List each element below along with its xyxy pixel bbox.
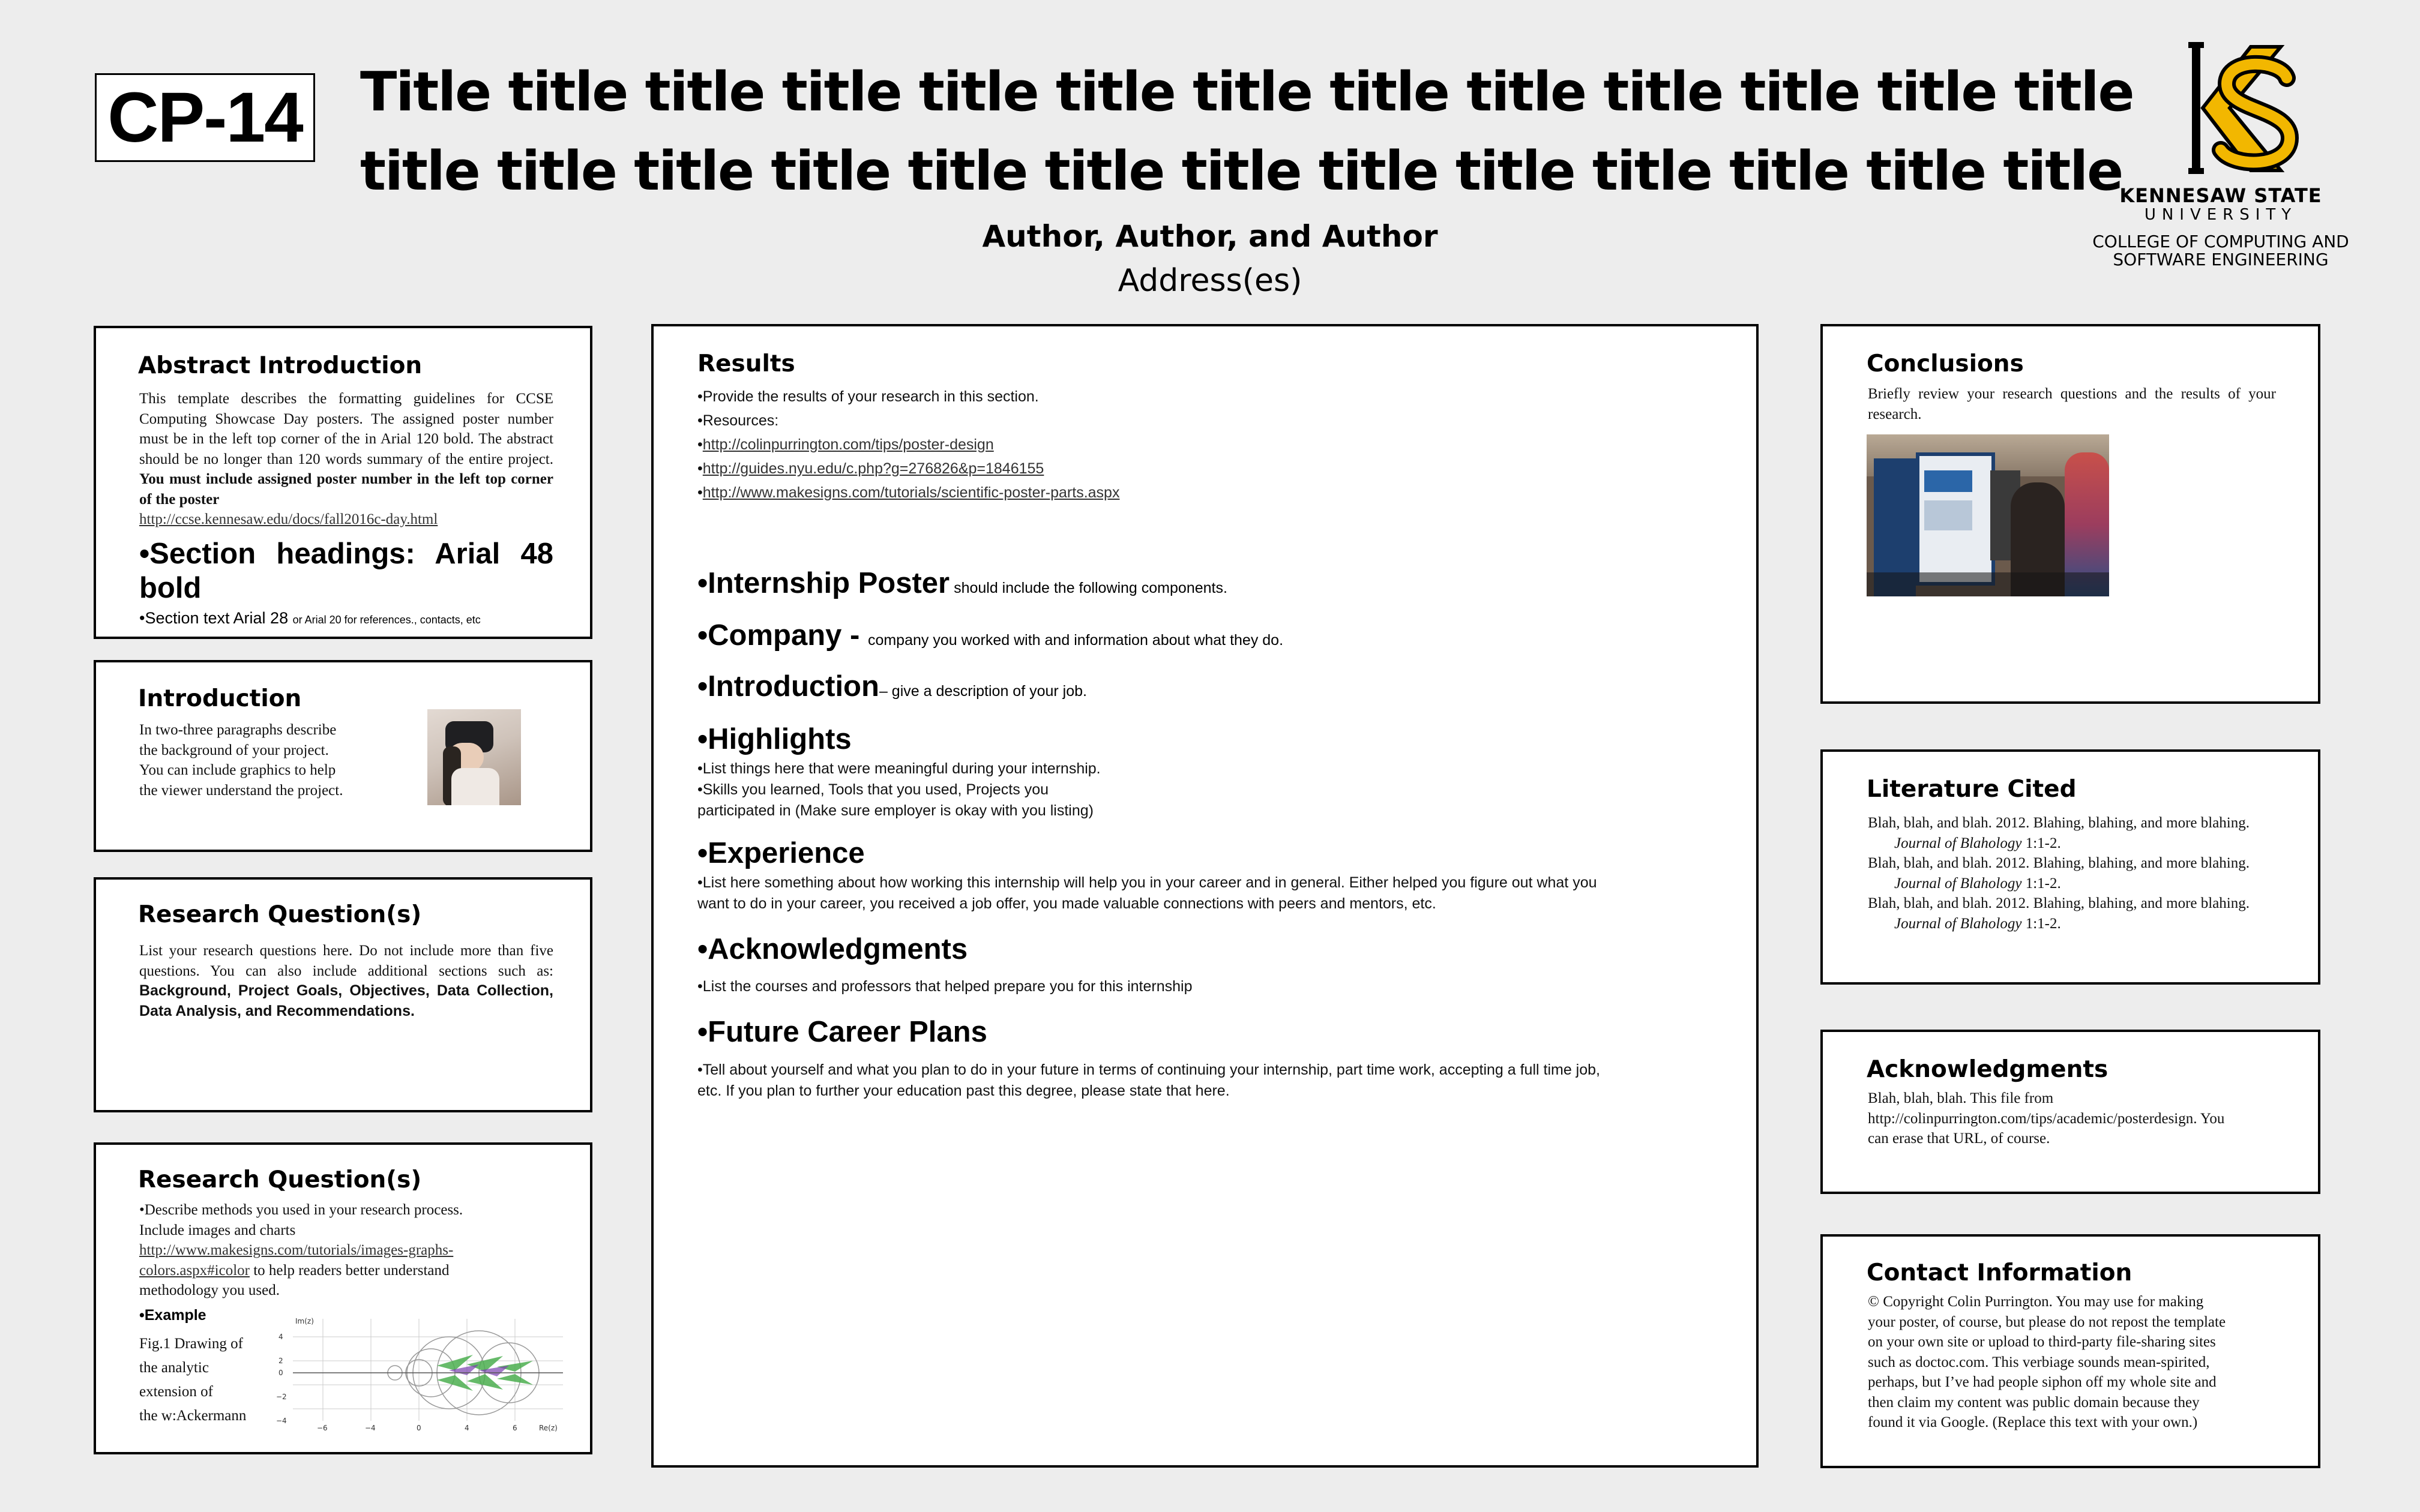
highlights-line: participated in (Make sure employer is okay with you listing)	[697, 802, 1094, 819]
acknowledgments-line: Blah, blah, blah. This file from	[1868, 1090, 2054, 1106]
figure-y-label: Im(z)	[295, 1317, 314, 1325]
contact-line: © Copyright Colin Purrington. You may use for making	[1868, 1294, 2204, 1310]
section-headings-note: •Section headings: Arial 48 bold	[139, 538, 553, 604]
introduction-line: You can include graphics to help	[139, 762, 336, 778]
abstract-panel	[94, 326, 592, 639]
vr-headset-photo	[427, 709, 521, 805]
conclusions-panel	[1820, 324, 2320, 704]
university-subline: UNIVERSITY	[2144, 206, 2298, 224]
future-career-text	[697, 1060, 1742, 1102]
highlights-text	[697, 758, 1718, 821]
research-question-body: List your research questions here. Do not include more than five questions. You can also include additional sections such as:	[139, 943, 553, 979]
resource-link-1[interactable]: http://colinpurrington.com/tips/poster-design	[702, 436, 994, 453]
figure-x-tick: 6	[513, 1424, 517, 1432]
makesigns-link-cont[interactable]: colors.aspx#icolor	[139, 1262, 250, 1279]
contact-line: such as doctoc.com. This verbiage sounds mean-spirited,	[1868, 1354, 2210, 1370]
future-career-line: •Tell about yourself and what you plan to do in your future in terms of continuing your internship, part time work, accepting a full time job,	[697, 1061, 1600, 1078]
research-question-text	[139, 941, 553, 1021]
experience-heading: •Experience	[697, 837, 865, 869]
authors: Author, Author, and Author	[982, 219, 1438, 254]
highlights-line: •List things here that were meaningful during your internship.	[697, 760, 1101, 777]
poster-number: CP-14	[107, 78, 302, 157]
caption-line: extension of	[139, 1384, 213, 1400]
highlights-line: •Skills you learned, Tools that you used, Projects you	[697, 781, 1049, 798]
introduction-item-heading: •Introduction– give a description of your job.	[697, 670, 1087, 703]
section-text-note	[139, 609, 481, 628]
experience-line: want to do in your career, you received a job offer, you made valuable connections with peers and mentors, etc.	[697, 895, 1436, 912]
figure-x-tick: 4	[465, 1424, 469, 1432]
future-career-heading: •Future Career Plans	[697, 1016, 987, 1048]
conclusions-heading: Conclusions	[1867, 350, 2024, 377]
abstract-link[interactable]: http://ccse.kennesaw.edu/docs/fall2016c-day.html	[139, 511, 438, 527]
internship-heading: •Internship Poster should include the following components.	[697, 567, 1227, 599]
research-question-2-last-line: methodology you used.	[139, 1282, 280, 1298]
future-career-line: etc. If you plan to further your education past this degree, please state that here.	[697, 1082, 1230, 1099]
experience-line: •List here something about how working this internship will help you in your career and in general. Either helped you figure out what you	[697, 874, 1597, 891]
results-line: •Provide the results of your research in this section.	[697, 388, 1039, 405]
showcase-photo	[1867, 434, 2109, 596]
contact-panel	[1820, 1234, 2320, 1468]
figure-y-tick: 4	[278, 1333, 283, 1341]
research-question-2-text	[139, 1200, 559, 1301]
introduction-item-text: – give a description of your job.	[879, 683, 1087, 700]
conclusions-text: Briefly review your research questions and the results of your research.	[1868, 386, 2276, 422]
experience-text	[697, 872, 1742, 914]
literature-references	[1868, 813, 2288, 934]
acknowledgments-item-text: •List the courses and professors that helped prepare you for this internship	[697, 978, 1193, 995]
introduction-panel	[94, 660, 592, 852]
figure-x-label: Re(z)	[539, 1424, 558, 1432]
section-text-note-main: •Section text Arial 28	[139, 609, 289, 627]
caption-line: Fig.1 Drawing of	[139, 1336, 243, 1352]
makesigns-link[interactable]: http://www.makesigns.com/tutorials/images-graphs-	[139, 1242, 454, 1258]
research-question-2-line: •Describe methods you used in your research process.	[139, 1202, 463, 1218]
introduction-line: the viewer understand the project.	[139, 782, 343, 799]
figure-y-tick: 0	[278, 1369, 283, 1377]
introduction-line: In two-three paragraphs describe	[139, 722, 337, 738]
contact-line: then claim my content was public domain because they	[1868, 1394, 2200, 1411]
acknowledgments-heading: Acknowledgments	[1867, 1056, 2108, 1083]
literature-panel	[1820, 749, 2320, 985]
poster-number-box	[95, 73, 315, 162]
abstract-heading: Abstract Introduction	[138, 352, 423, 379]
highlights-heading: •Highlights	[697, 723, 852, 755]
figure-x-tick: 0	[417, 1424, 421, 1432]
figure-x-tick: −4	[365, 1424, 376, 1432]
resource-link-2[interactable]: http://guides.nyu.edu/c.php?g=276826&p=1846155	[702, 460, 1044, 477]
contact-line: found it via Google. (Replace this text with your own.)	[1868, 1414, 2198, 1430]
university-name: KENNESAW STATE	[2119, 184, 2322, 207]
company-text: company you worked with and information about what they do.	[867, 632, 1284, 649]
results-resources: •Provide the results of your research in this section. •Resources: •http://colinpurrington.com/tips/poster-design •http://guides.nyu.edu/c.php?g=276826&p=1846155 •http://www.makesigns.com/tutorials/scientific-poster-parts.aspx	[697, 385, 1718, 505]
research-question-2-heading: Research Question(s)	[138, 1166, 422, 1193]
resource-link-3[interactable]: http://www.makesigns.com/tutorials/scientific-poster-parts.aspx	[702, 484, 1120, 501]
college-line-2: SOFTWARE ENGINEERING	[2113, 250, 2329, 269]
research-question-heading: Research Question(s)	[138, 901, 422, 928]
title-line-2: title title title title title title title title title title title title title	[360, 140, 2123, 203]
acknowledgments-panel	[1820, 1030, 2320, 1194]
internship-text: should include the following components.	[950, 580, 1227, 596]
acknowledgments-line: http://colinpurrington.com/tips/academic/posterdesign. You	[1868, 1110, 2225, 1127]
acknowledgments-item-heading: •Acknowledgments	[697, 933, 968, 965]
results-line: •Resources:	[697, 412, 779, 429]
title-line-1: Title title title title title title title title title title title title title	[360, 61, 2134, 124]
introduction-text	[139, 720, 403, 800]
address: Address(es)	[1118, 263, 1302, 299]
caption-line: the analytic	[139, 1360, 209, 1376]
research-question-panel-1	[94, 877, 592, 1112]
college-line-1: COLLEGE OF COMPUTING AND	[2092, 232, 2349, 251]
results-heading: Results	[697, 350, 795, 377]
figure-y-tick: −4	[276, 1417, 287, 1425]
contact-heading: Contact Information	[1867, 1259, 2133, 1286]
contact-line: perhaps, but I’ve had people siphon off my whole site and	[1868, 1374, 2217, 1390]
poster-title	[360, 53, 2134, 211]
figure-y-tick: −2	[276, 1393, 287, 1401]
contact-line: on your own site or upload to third-party file-sharing sites	[1868, 1334, 2216, 1350]
company-heading: •Company - company you worked with and information about what they do.	[697, 619, 1284, 652]
literature-heading: Literature Cited	[1867, 776, 2077, 803]
acknowledgments-line: can erase that URL, of course.	[1868, 1130, 2050, 1147]
abstract-body: This template describes the formatting guidelines for CCSE Computing Showcase Day posters. The assigned poster number must be in the left top corner of the in Arial 120 bold. The abstract should be no longer than 120 words summary of the entire project.	[139, 391, 553, 467]
introduction-heading: Introduction	[138, 685, 302, 712]
introduction-line: the background of your project.	[139, 742, 329, 758]
literature-ref: Blah, blah, and blah. 2012. Blahing, blahing, and more blahing. Journal of Blahology 1:1-2.	[1868, 895, 2250, 932]
section-text-note-small: or Arial 20 for references., contacts, etc	[292, 614, 481, 626]
abstract-body-bold: You must include assigned poster number in the left top corner of the poster	[139, 471, 553, 508]
figure-x-tick: −6	[317, 1424, 328, 1432]
caption-line: the w:Ackermann	[139, 1408, 247, 1424]
literature-ref: Blah, blah, and blah. 2012. Blahing, blahing, and more blahing. Journal of Blahology 1:1-2.	[1868, 815, 2250, 851]
after-link-text: to help readers better understand	[249, 1262, 450, 1279]
literature-ref: Blah, blah, and blah. 2012. Blahing, blahing, and more blahing. Journal of Blahology 1:1-2.	[1868, 855, 2250, 892]
research-question-body-bold: Background, Project Goals, Objectives, Data Collection, Data Analysis, and Recommendations.	[139, 982, 553, 1019]
figure-y-tick: 2	[278, 1357, 283, 1365]
ackermann-figure	[275, 1313, 575, 1433]
research-question-panel-2	[94, 1142, 592, 1454]
ksu-logo	[2071, 36, 2371, 276]
ksu-monogram-icon	[2161, 42, 2305, 180]
example-label: •Example	[139, 1307, 206, 1324]
abstract-text	[139, 389, 553, 530]
contact-text	[1868, 1292, 2300, 1433]
contact-line: your poster, of course, but please do not repost the template	[1868, 1313, 2226, 1330]
figure-caption	[139, 1332, 277, 1428]
results-panel	[651, 324, 1759, 1468]
research-question-2-line: Include images and charts	[139, 1222, 296, 1238]
acknowledgments-text	[1868, 1088, 2300, 1149]
